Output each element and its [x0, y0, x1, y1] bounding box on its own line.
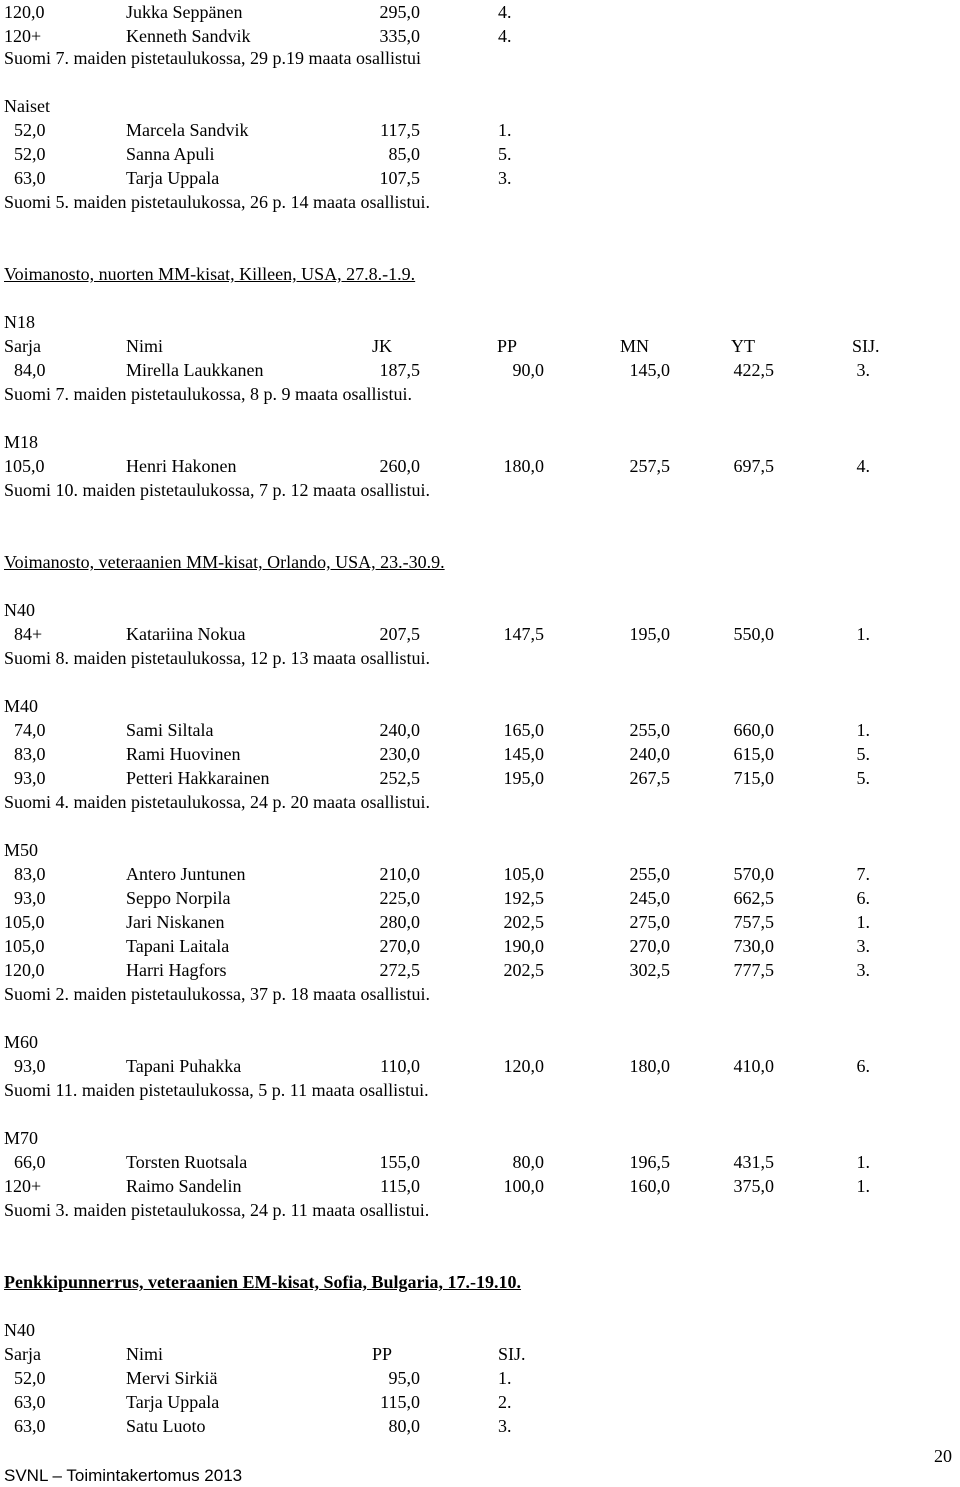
- table-row: 63,0 Tarja Uppala 115,0 2.: [14, 1392, 512, 1412]
- table-row: 105,0 Henri Hakonen 260,0 180,0 257,5 697,5 4.: [4, 456, 870, 476]
- section-heading: Penkkipunnerrus, veteraanien EM-kisat, Sofia, Bulgaria, 17.-19.10.: [4, 1272, 522, 1292]
- page-footer: SVNL – Toimintakertomus 2013: [4, 1466, 243, 1485]
- table-header: Sarja Nimi PP SIJ.: [4, 1344, 526, 1364]
- summary-line: Suomi 5. maiden pistetaulukossa, 26 p. 14 maata osallistui.: [4, 192, 430, 212]
- result-value: 117,5: [380, 120, 420, 140]
- table-row: 105,0 Jari Niskanen 280,0 202,5 275,0 757,5 1.: [4, 912, 870, 932]
- table-row: 93,0 Seppo Norpila 225,0 192,5 245,0 662,5 6.: [14, 888, 870, 908]
- result-value: 335,0: [379, 26, 420, 46]
- weight-class: 52,0: [14, 144, 46, 164]
- table-row: 74,0 Sami Siltala 240,0 165,0 255,0 660,0 1.: [14, 720, 870, 740]
- athlete-name: Marcela Sandvik: [126, 120, 249, 140]
- table-row: [0, 142, 960, 166]
- result-value: 85,0: [388, 144, 420, 164]
- table-row: [0, 24, 960, 48]
- placing: 1.: [498, 120, 512, 140]
- result-value: 107,5: [379, 168, 420, 188]
- group-title: N40: [4, 1320, 35, 1340]
- table-row: 63,0 Satu Luoto 80,0 3.: [14, 1416, 512, 1436]
- table-row: 93,0 Tapani Puhakka 110,0 120,0 180,0 410,0 6.: [14, 1056, 870, 1076]
- group-title: N40: [4, 600, 35, 620]
- table-row: 52,0 Mervi Sirkiä 95,0 1.: [14, 1368, 512, 1388]
- summary-line: Suomi 11. maiden pistetaulukossa, 5 p. 11 maata osallistui.: [4, 1080, 429, 1100]
- summary-line: Suomi 7. maiden pistetaulukossa, 29 p.19 maata osallistui: [4, 48, 421, 68]
- table-row: 120,0 Harri Hagfors 272,5 202,5 302,5 777,5 3.: [4, 960, 870, 980]
- table-row: 84+ Katariina Nokua 207,5 147,5 195,0 550,0 1.: [14, 624, 870, 644]
- result-value: 295,0: [379, 2, 420, 22]
- table-row: 83,0 Rami Huovinen 230,0 145,0 240,0 615,0 5.: [14, 744, 870, 764]
- placing: 4.: [498, 26, 512, 46]
- group-title: M40: [4, 696, 39, 716]
- summary-line: Suomi 2. maiden pistetaulukossa, 37 p. 18 maata osallistui.: [4, 984, 430, 1004]
- table-row: [0, 166, 960, 190]
- weight-class: 52,0: [14, 120, 46, 140]
- weight-class: 63,0: [14, 168, 46, 188]
- table-row: [0, 0, 960, 24]
- table-header: Sarja Nimi JK PP MN YT SIJ.: [4, 336, 880, 356]
- table-row: 66,0 Torsten Ruotsala 155,0 80,0 196,5 431,5 1.: [14, 1152, 870, 1172]
- page-number: 20: [934, 1446, 952, 1466]
- athlete-name: Tarja Uppala: [126, 168, 220, 188]
- athlete-name: Jukka Seppänen: [126, 2, 243, 22]
- table-row: 93,0 Petteri Hakkarainen 252,5 195,0 267,5 715,0 5.: [14, 768, 870, 788]
- section-heading: Voimanosto, veteraanien MM-kisat, Orlando, USA, 23.-30.9.: [4, 552, 445, 572]
- table-row: 105,0 Tapani Laitala 270,0 190,0 270,0 730,0 3.: [4, 936, 870, 956]
- group-title: Naiset: [4, 96, 50, 116]
- summary-line: Suomi 10. maiden pistetaulukossa, 7 p. 12 maata osallistui.: [4, 480, 430, 500]
- placing: 5.: [498, 144, 512, 164]
- weight-class: 120,0: [4, 2, 45, 22]
- athlete-name: Sanna Apuli: [126, 144, 215, 164]
- weight-class: 120+: [4, 26, 42, 46]
- group-title: N18: [4, 312, 35, 332]
- table-row: 83,0 Antero Juntunen 210,0 105,0 255,0 570,0 7.: [14, 864, 870, 884]
- table-row: 120+ Raimo Sandelin 115,0 100,0 160,0 375,0 1.: [4, 1176, 870, 1196]
- table-row: 84,0 Mirella Laukkanen 187,5 90,0 145,0 422,5 3.: [14, 360, 870, 380]
- group-title: M70: [4, 1128, 39, 1148]
- group-title: M18: [4, 432, 39, 452]
- summary-line: Suomi 8. maiden pistetaulukossa, 12 p. 13 maata osallistui.: [4, 648, 430, 668]
- summary-line: Suomi 7. maiden pistetaulukossa, 8 p. 9 maata osallistui.: [4, 384, 412, 404]
- summary-line: Suomi 4. maiden pistetaulukossa, 24 p. 20 maata osallistui.: [4, 792, 430, 812]
- placing: 3.: [498, 168, 512, 188]
- group-title: M60: [4, 1032, 39, 1052]
- section-heading: Voimanosto, nuorten MM-kisat, Killeen, USA, 27.8.-1.9.: [4, 264, 416, 284]
- summary-line: Suomi 3. maiden pistetaulukossa, 24 p. 11 maata osallistui.: [4, 1200, 430, 1220]
- table-row: [0, 118, 960, 142]
- placing: 4.: [498, 2, 512, 22]
- athlete-name: Kenneth Sandvik: [126, 26, 251, 46]
- group-title: M50: [4, 840, 39, 860]
